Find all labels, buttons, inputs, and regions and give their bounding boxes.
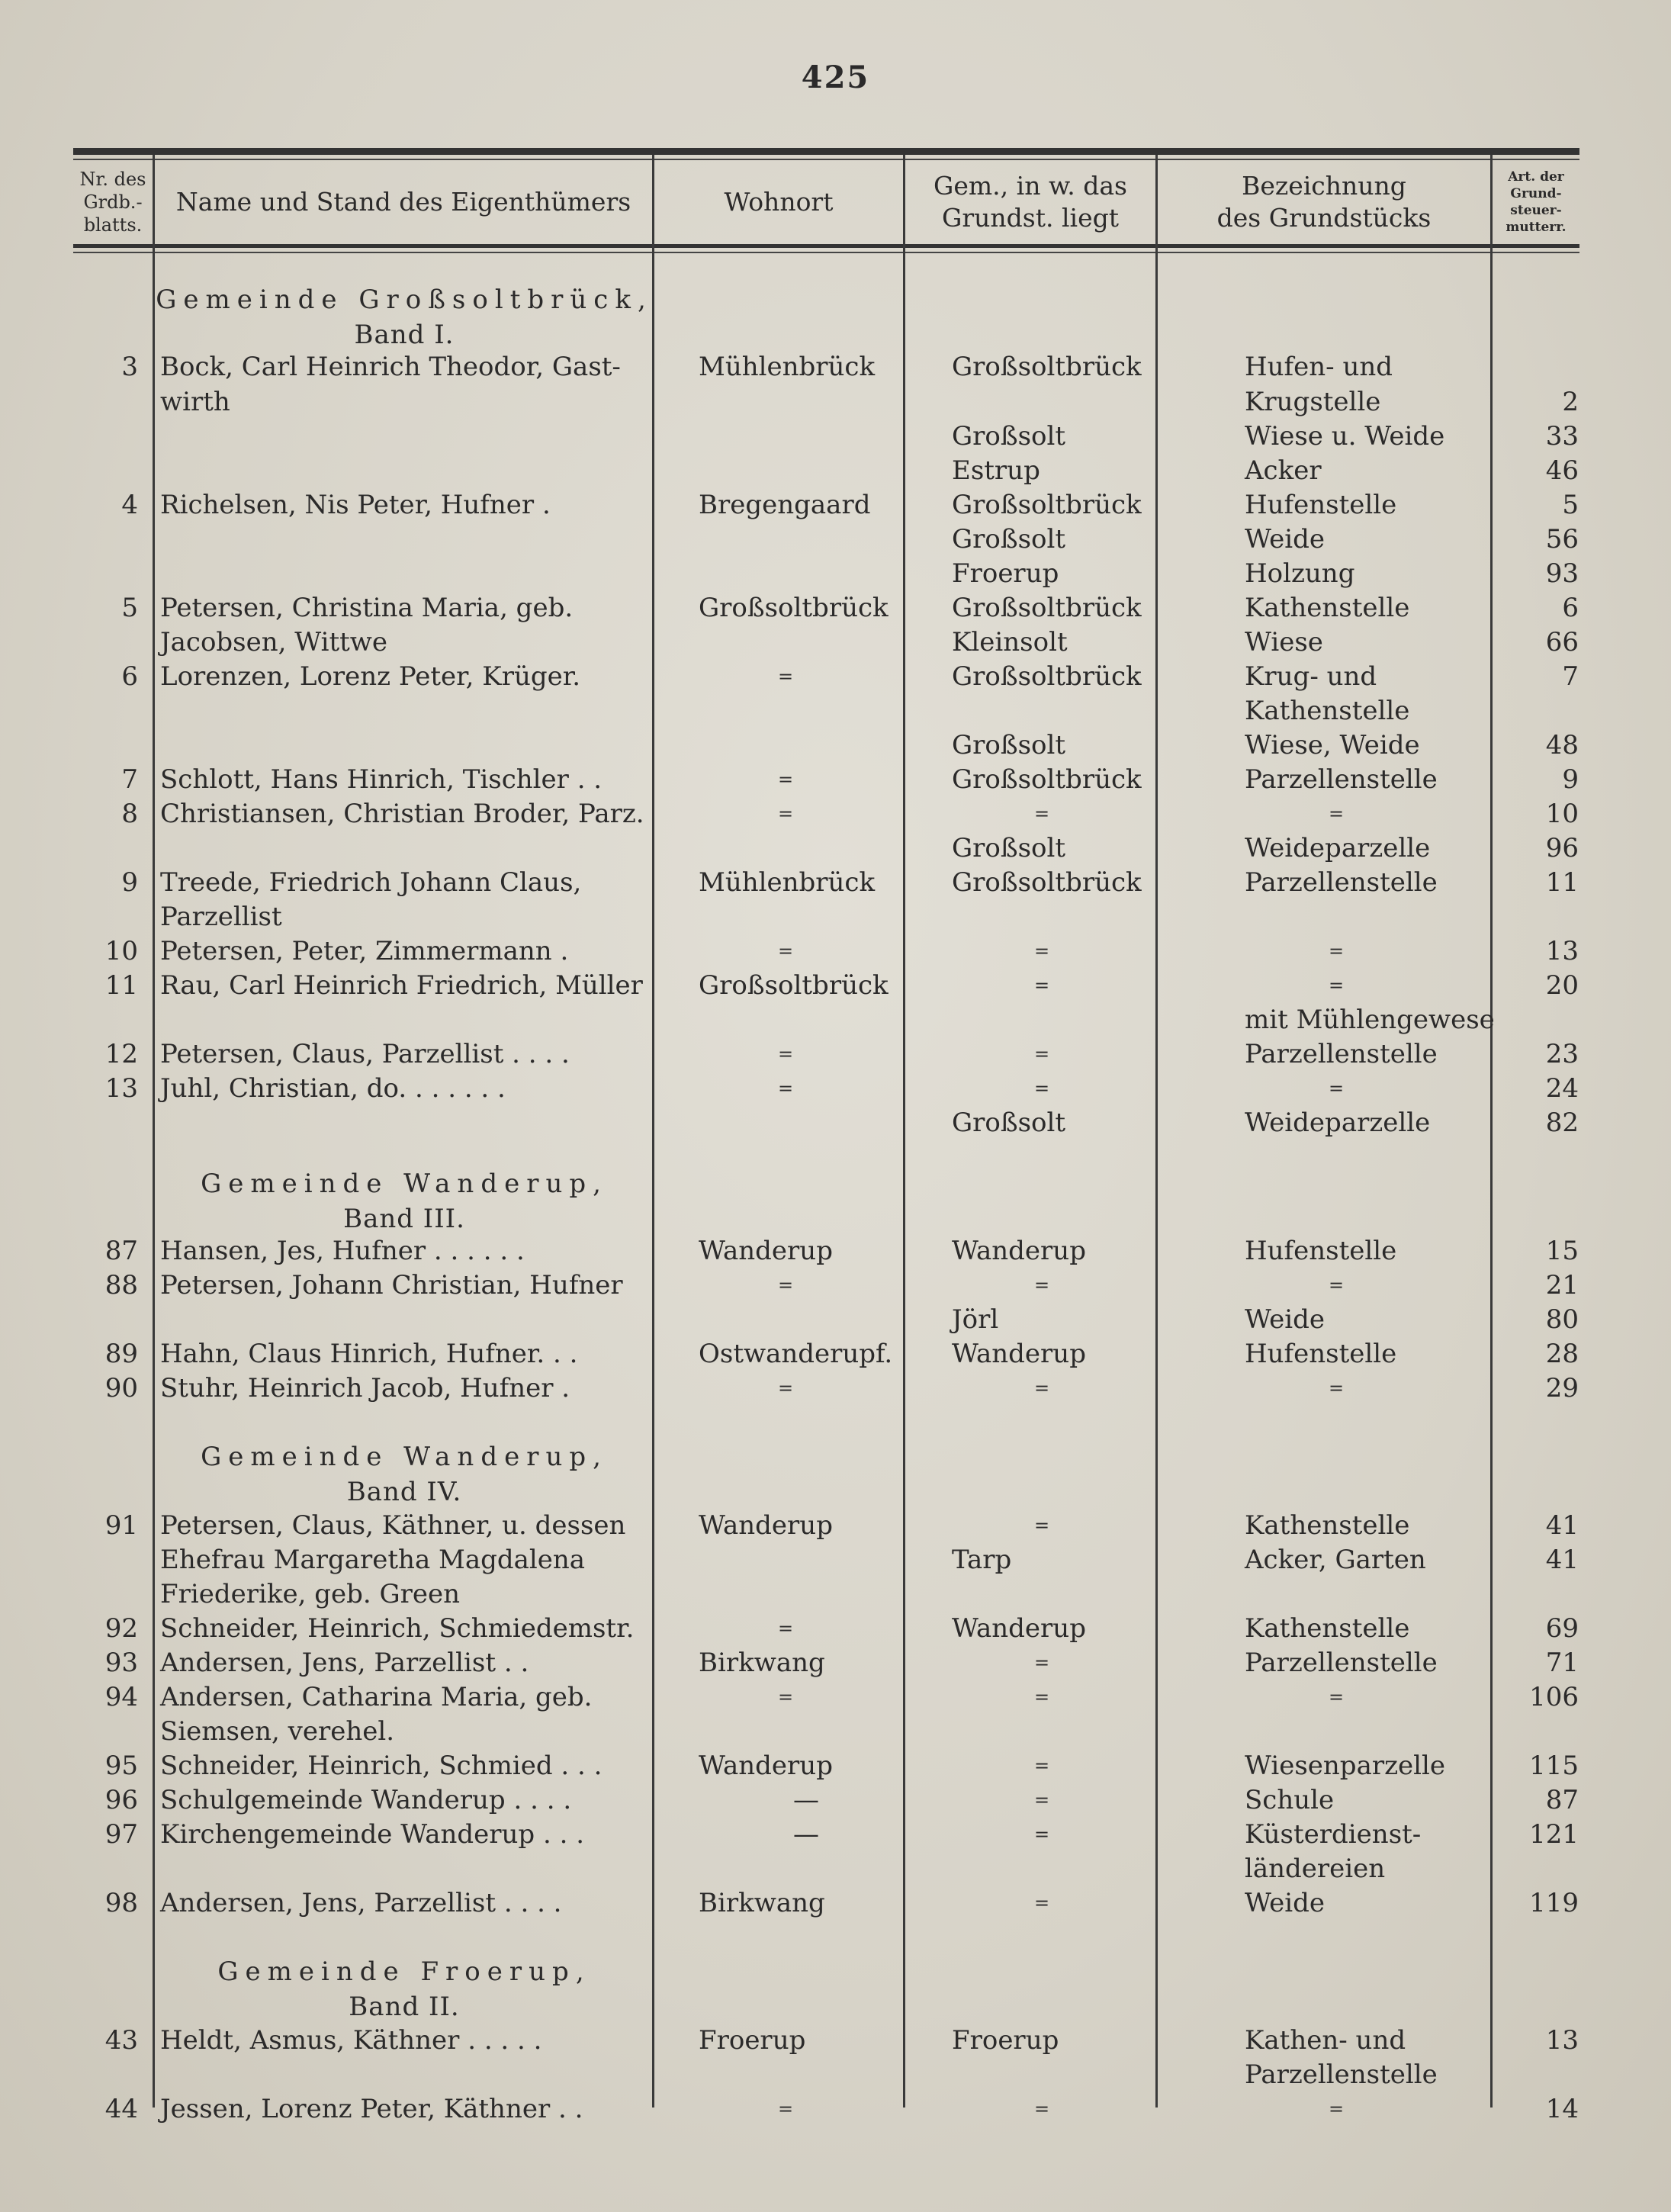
cell-bezeichnung: mit Mühlengewese xyxy=(1245,1005,1495,1035)
cell-artikel: 13 xyxy=(1545,936,1579,966)
cell-artikel: 28 xyxy=(1545,1339,1579,1369)
table-row xyxy=(0,796,1671,831)
cell-bezeichnung: Wiese xyxy=(1245,627,1323,657)
cell-artikel: 115 xyxy=(1529,1751,1579,1781)
table-row xyxy=(0,1851,1671,1886)
table-row xyxy=(0,419,1671,454)
cell-artikel: 13 xyxy=(1545,2025,1579,2056)
table-row xyxy=(0,1037,1671,1072)
cell-nr: 7 xyxy=(121,764,138,795)
cell-nr: 6 xyxy=(121,661,138,692)
cell-artikel: 14 xyxy=(1545,2094,1579,2124)
cell-bezeichnung: = xyxy=(1329,2098,1345,2120)
cell-gemeinde: Wanderup xyxy=(952,1236,1086,1266)
cell-name: Petersen, Christina Maria, geb. xyxy=(160,593,574,623)
cell-artikel: 7 xyxy=(1562,661,1579,692)
table-row xyxy=(0,1002,1671,1037)
cell-name: Andersen, Jens, Parzellist . . xyxy=(160,1648,529,1678)
cell-nr: 4 xyxy=(121,490,138,520)
cell-artikel: 41 xyxy=(1545,1510,1579,1541)
cell-gemeinde: Großsolt xyxy=(952,1108,1066,1138)
cell-gemeinde: Kleinsolt xyxy=(952,627,1068,657)
table-row xyxy=(0,693,1671,728)
cell-gemeinde: Wanderup xyxy=(952,1613,1086,1644)
cell-nr: 94 xyxy=(104,1682,138,1712)
table-row xyxy=(0,1748,1671,1783)
cell-wohnort: = xyxy=(778,803,794,825)
cell-wohnort: = xyxy=(778,1275,794,1296)
page-number: 425 xyxy=(801,59,870,95)
top-rule-thin xyxy=(73,159,1579,160)
cell-bezeichnung: = xyxy=(1329,975,1345,996)
cell-bezeichnung: Kathen- und xyxy=(1245,2025,1406,2056)
cell-bezeichnung: Kathenstelle xyxy=(1245,1613,1410,1644)
cell-nr: 12 xyxy=(104,1039,138,1069)
cell-wohnort: = xyxy=(778,1686,794,1708)
cell-gemeinde: = xyxy=(1034,1515,1050,1536)
cell-gemeinde: = xyxy=(1034,1043,1050,1065)
cell-artikel: 48 xyxy=(1545,730,1579,760)
cell-nr: 89 xyxy=(104,1339,138,1369)
cell-artikel: 29 xyxy=(1545,1373,1579,1403)
table-row xyxy=(0,831,1671,866)
cell-artikel: 6 xyxy=(1562,593,1579,623)
cell-gemeinde: Großsolt xyxy=(952,524,1066,555)
table-row xyxy=(0,1645,1671,1680)
cell-name: Andersen, Jens, Parzellist . . . . xyxy=(160,1888,562,1918)
cell-name: Petersen, Claus, Käthner, u. dessen xyxy=(160,1510,626,1541)
cell-artikel: 121 xyxy=(1529,1819,1579,1850)
cell-gemeinde: = xyxy=(1034,1078,1050,1099)
cell-name: Rau, Carl Heinrich Friedrich, Müller xyxy=(160,970,643,1001)
cell-bezeichnung: Hufenstelle xyxy=(1245,490,1397,520)
cell-name: Ehefrau Margaretha Magdalena xyxy=(160,1545,586,1575)
table-row xyxy=(0,1268,1671,1303)
cell-gemeinde: Großsoltbrück xyxy=(952,764,1142,795)
cell-name: Petersen, Peter, Zimmermann . xyxy=(160,936,569,966)
cell-nr: 13 xyxy=(104,1073,138,1104)
cell-nr: 9 xyxy=(121,867,138,898)
cell-nr: 92 xyxy=(104,1613,138,1644)
header-wohnort: Wohnort xyxy=(724,187,834,217)
cell-bezeichnung: Acker xyxy=(1245,455,1322,486)
cell-wohnort: Mühlenbrück xyxy=(699,867,876,898)
cell-artikel: 56 xyxy=(1545,524,1579,555)
cell-bezeichnung: Krugstelle xyxy=(1245,387,1381,417)
table-row xyxy=(0,1714,1671,1749)
cell-gemeinde: Estrup xyxy=(952,455,1040,486)
cell-bezeichnung: Kathenstelle xyxy=(1245,593,1410,623)
cell-wohnort: Großsoltbrück xyxy=(699,593,889,623)
cell-gemeinde: = xyxy=(1034,1789,1050,1811)
section-title: Gemeinde Wanderup, xyxy=(201,1169,608,1199)
cell-artikel: 41 xyxy=(1545,1545,1579,1575)
cell-nr: 11 xyxy=(104,970,138,1001)
section-heading xyxy=(153,1954,656,2024)
cell-gemeinde: = xyxy=(1034,1652,1050,1673)
cell-artikel: 24 xyxy=(1545,1073,1579,1104)
cell-wohnort: Birkwang xyxy=(699,1888,825,1918)
section-heading xyxy=(153,282,656,352)
table-row xyxy=(0,1302,1671,1337)
cell-artikel: 9 xyxy=(1562,764,1579,795)
cell-gemeinde: = xyxy=(1034,803,1050,825)
cell-wohnort: = xyxy=(778,2098,794,2120)
cell-artikel: 46 xyxy=(1545,455,1579,486)
cell-bezeichnung: Weideparzelle xyxy=(1245,833,1431,863)
cell-bezeichnung: = xyxy=(1329,1078,1345,1099)
table-row xyxy=(0,384,1671,420)
cell-wohnort: = xyxy=(778,769,794,790)
cell-wohnort: Mühlenbrück xyxy=(699,352,876,382)
cell-nr: 43 xyxy=(104,2025,138,2056)
cell-wohnort: Wanderup xyxy=(699,1751,833,1781)
cell-name: Heldt, Asmus, Käthner . . . . . xyxy=(160,2025,542,2056)
table-row xyxy=(0,865,1671,900)
cell-name: Schneider, Heinrich, Schmiedemstr. xyxy=(160,1613,635,1644)
cell-wohnort: Ostwanderupf. xyxy=(699,1339,893,1369)
cell-artikel: 21 xyxy=(1545,1270,1579,1301)
cell-gemeinde: = xyxy=(1034,975,1050,996)
cell-bezeichnung: Hufenstelle xyxy=(1245,1236,1397,1266)
cell-artikel: 33 xyxy=(1545,421,1579,452)
cell-wohnort: Froerup xyxy=(699,2025,806,2056)
table-row xyxy=(0,934,1671,969)
cell-nr: 98 xyxy=(104,1888,138,1918)
section-heading xyxy=(153,1439,656,1509)
cell-wohnort: Bregengaard xyxy=(699,490,871,520)
header-rule xyxy=(73,244,1579,248)
cell-bezeichnung: Weide xyxy=(1245,1888,1326,1918)
cell-gemeinde: Großsoltbrück xyxy=(952,867,1142,898)
cell-name: Siemsen, verehel. xyxy=(160,1716,395,1747)
cell-nr: 88 xyxy=(104,1270,138,1301)
cell-bezeichnung: Weideparzelle xyxy=(1245,1108,1431,1138)
cell-bezeichnung: ländereien xyxy=(1245,1854,1386,1884)
header-nr: Nr. des Grdb.- blatts. xyxy=(79,169,146,236)
cell-gemeinde: = xyxy=(1034,1275,1050,1296)
cell-bezeichnung: Wiesenparzelle xyxy=(1245,1751,1446,1781)
section-title: Gemeinde Großsoltbrück, xyxy=(156,285,653,315)
cell-name: Schulgemeinde Wanderup . . . . xyxy=(160,1785,572,1815)
cell-artikel: 80 xyxy=(1545,1304,1579,1335)
section-band: Band III. xyxy=(343,1204,465,1234)
header-rule-thin xyxy=(73,252,1579,253)
cell-bezeichnung: Wiese u. Weide xyxy=(1245,421,1445,452)
cell-name: Christiansen, Christian Broder, Parz. xyxy=(160,799,644,829)
cell-artikel: 96 xyxy=(1545,833,1579,863)
cell-artikel: 93 xyxy=(1545,558,1579,589)
cell-bezeichnung: Wiese, Weide xyxy=(1245,730,1420,760)
cell-name: Friederike, geb. Green xyxy=(160,1579,461,1609)
table-row xyxy=(0,659,1671,694)
section-heading xyxy=(153,1166,656,1236)
cell-nr: 44 xyxy=(104,2094,138,2124)
table-row xyxy=(0,2091,1671,2127)
table-row xyxy=(0,1886,1671,1921)
cell-bezeichnung: Parzellenstelle xyxy=(1245,867,1438,898)
cell-name: Petersen, Johann Christian, Hufner xyxy=(160,1270,623,1301)
table-row xyxy=(0,1783,1671,1818)
cell-nr: 90 xyxy=(104,1373,138,1403)
cell-wohnort: = xyxy=(778,1618,794,1639)
cell-name: wirth xyxy=(160,387,230,417)
section-band: Band I. xyxy=(354,320,455,350)
cell-gemeinde: Großsolt xyxy=(952,833,1066,863)
cell-bezeichnung: Parzellenstelle xyxy=(1245,2059,1438,2090)
cell-gemeinde: Großsoltbrück xyxy=(952,490,1142,520)
section-title: Gemeinde Wanderup, xyxy=(201,1442,608,1472)
cell-name: Jacobsen, Wittwe xyxy=(160,627,388,657)
cell-artikel: 15 xyxy=(1545,1236,1579,1266)
cell-name: Kirchengemeinde Wanderup . . . xyxy=(160,1819,585,1850)
cell-gemeinde: = xyxy=(1034,1378,1050,1399)
cell-wohnort: Birkwang xyxy=(699,1648,825,1678)
cell-bezeichnung: = xyxy=(1329,803,1345,825)
table-row xyxy=(0,1071,1671,1106)
cell-wohnort: = xyxy=(778,666,794,687)
cell-bezeichnung: = xyxy=(1329,1686,1345,1708)
header-name: Name und Stand des Eigenthümers xyxy=(175,187,631,217)
cell-gemeinde: Großsolt xyxy=(952,421,1066,452)
cell-gemeinde: Jörl xyxy=(952,1304,999,1335)
table-row xyxy=(0,2057,1671,2092)
section-band: Band IV. xyxy=(346,1477,462,1507)
cell-name: Schlott, Hans Hinrich, Tischler . . xyxy=(160,764,603,795)
cell-bezeichnung: Weide xyxy=(1245,524,1326,555)
table-row xyxy=(0,1817,1671,1852)
section-title: Gemeinde Froerup, xyxy=(217,1956,591,1987)
cell-gemeinde: Tarp xyxy=(952,1545,1012,1575)
cell-artikel: 5 xyxy=(1562,490,1579,520)
table-row xyxy=(0,1611,1671,1646)
cell-bezeichnung: Parzellenstelle xyxy=(1245,1648,1438,1678)
table-row xyxy=(0,1508,1671,1543)
cell-artikel: 20 xyxy=(1545,970,1579,1001)
cell-wohnort: = xyxy=(778,1078,794,1099)
cell-nr: 93 xyxy=(104,1648,138,1678)
cell-gemeinde: = xyxy=(1034,1686,1050,1708)
table-row xyxy=(0,590,1671,625)
cell-bezeichnung: Küsterdienst- xyxy=(1245,1819,1422,1850)
cell-nr: 87 xyxy=(104,1236,138,1266)
cell-bezeichnung: Kathenstelle xyxy=(1245,1510,1410,1541)
cell-gemeinde: = xyxy=(1034,2098,1050,2120)
cell-wohnort: = xyxy=(778,940,794,962)
cell-name: Petersen, Claus, Parzellist . . . . xyxy=(160,1039,570,1069)
header-art: Art. der Grund- steuer- mutterr. xyxy=(1506,169,1567,235)
cell-artikel: 119 xyxy=(1529,1888,1579,1918)
cell-wohnort: Wanderup xyxy=(699,1236,833,1266)
cell-bezeichnung: Krug- und xyxy=(1245,661,1377,692)
cell-bezeichnung: = xyxy=(1329,1275,1345,1296)
table-row xyxy=(0,625,1671,660)
table-row xyxy=(0,487,1671,522)
cell-bezeichnung: Acker, Garten xyxy=(1245,1545,1426,1575)
table-row xyxy=(0,522,1671,557)
cell-gemeinde: = xyxy=(1034,940,1050,962)
table-row xyxy=(0,1577,1671,1612)
section-band: Band II. xyxy=(349,1992,460,2022)
cell-gemeinde: = xyxy=(1034,1892,1050,1914)
cell-artikel: 23 xyxy=(1545,1039,1579,1069)
cell-gemeinde: Froerup xyxy=(952,2025,1059,2056)
table-row xyxy=(0,968,1671,1003)
cell-name: Treede, Friedrich Johann Claus, xyxy=(160,867,582,898)
cell-name: Stuhr, Heinrich Jacob, Hufner . xyxy=(160,1373,570,1403)
top-rule xyxy=(73,148,1579,155)
cell-name: Lorenzen, Lorenz Peter, Krüger. xyxy=(160,661,581,692)
cell-bezeichnung: Parzellenstelle xyxy=(1245,1039,1438,1069)
cell-bezeichnung: Schule xyxy=(1245,1785,1335,1815)
cell-gemeinde: Großsoltbrück xyxy=(952,661,1142,692)
cell-artikel: 10 xyxy=(1545,799,1579,829)
table-row xyxy=(0,453,1671,488)
header-bezeichnung: Bezeichnung des Grundstücks xyxy=(1216,171,1432,233)
table-row xyxy=(0,728,1671,763)
cell-wohnort: = xyxy=(778,1043,794,1065)
cell-nr: 10 xyxy=(104,936,138,966)
table-row xyxy=(0,1233,1671,1268)
cell-name: Bock, Carl Heinrich Theodor, Gast- xyxy=(160,352,621,382)
table-row xyxy=(0,1336,1671,1371)
cell-gemeinde: = xyxy=(1034,1824,1050,1845)
cell-wohnort: — xyxy=(793,1819,819,1850)
cell-artikel: 82 xyxy=(1545,1108,1579,1138)
table-row xyxy=(0,349,1671,384)
table-row xyxy=(0,2023,1671,2058)
cell-gemeinde: Großsoltbrück xyxy=(952,593,1142,623)
cell-gemeinde: Großsoltbrück xyxy=(952,352,1142,382)
cell-bezeichnung: Holzung xyxy=(1245,558,1355,589)
cell-name: Hahn, Claus Hinrich, Hufner. . . xyxy=(160,1339,578,1369)
cell-gemeinde: Froerup xyxy=(952,558,1059,589)
cell-nr: 95 xyxy=(104,1751,138,1781)
cell-name: Parzellist xyxy=(160,902,282,932)
cell-nr: 91 xyxy=(104,1510,138,1541)
cell-gemeinde: Wanderup xyxy=(952,1339,1086,1369)
cell-bezeichnung: Parzellenstelle xyxy=(1245,764,1438,795)
cell-bezeichnung: = xyxy=(1329,1378,1345,1399)
cell-artikel: 66 xyxy=(1545,627,1579,657)
cell-nr: 3 xyxy=(121,352,138,382)
table-row xyxy=(0,556,1671,591)
cell-gemeinde: Großsolt xyxy=(952,730,1066,760)
cell-name: Juhl, Christian, do. . . . . . . xyxy=(160,1073,506,1104)
cell-wohnort: = xyxy=(778,1378,794,1399)
cell-name: Hansen, Jes, Hufner . . . . . . xyxy=(160,1236,525,1266)
cell-name: Richelsen, Nis Peter, Hufner . xyxy=(160,490,551,520)
cell-artikel: 11 xyxy=(1545,867,1579,898)
cell-name: Jessen, Lorenz Peter, Käthner . . xyxy=(160,2094,583,2124)
cell-artikel: 106 xyxy=(1529,1682,1579,1712)
cell-wohnort: Großsoltbrück xyxy=(699,970,889,1001)
cell-bezeichnung: = xyxy=(1329,940,1345,962)
cell-name: Schneider, Heinrich, Schmied . . . xyxy=(160,1751,603,1781)
table-row xyxy=(0,1105,1671,1140)
table-row xyxy=(0,1371,1671,1406)
cell-bezeichnung: Hufen- und xyxy=(1245,352,1393,382)
cell-gemeinde: = xyxy=(1034,1755,1050,1776)
cell-artikel: 2 xyxy=(1562,387,1579,417)
cell-name: Andersen, Catharina Maria, geb. xyxy=(160,1682,593,1712)
cell-wohnort: Wanderup xyxy=(699,1510,833,1541)
cell-bezeichnung: Weide xyxy=(1245,1304,1326,1335)
cell-bezeichnung: Kathenstelle xyxy=(1245,696,1410,726)
cell-wohnort: — xyxy=(793,1785,819,1815)
cell-nr: 96 xyxy=(104,1785,138,1815)
table-row xyxy=(0,1680,1671,1715)
table-row xyxy=(0,762,1671,797)
cell-nr: 5 xyxy=(121,593,138,623)
cell-nr: 8 xyxy=(121,799,138,829)
table-row xyxy=(0,1542,1671,1577)
cell-artikel: 69 xyxy=(1545,1613,1579,1644)
header-gem: Gem., in w. das Grundst. liegt xyxy=(934,171,1127,233)
cell-artikel: 87 xyxy=(1545,1785,1579,1815)
table-row xyxy=(0,899,1671,934)
cell-artikel: 71 xyxy=(1545,1648,1579,1678)
cell-nr: 97 xyxy=(104,1819,138,1850)
cell-bezeichnung: Hufenstelle xyxy=(1245,1339,1397,1369)
